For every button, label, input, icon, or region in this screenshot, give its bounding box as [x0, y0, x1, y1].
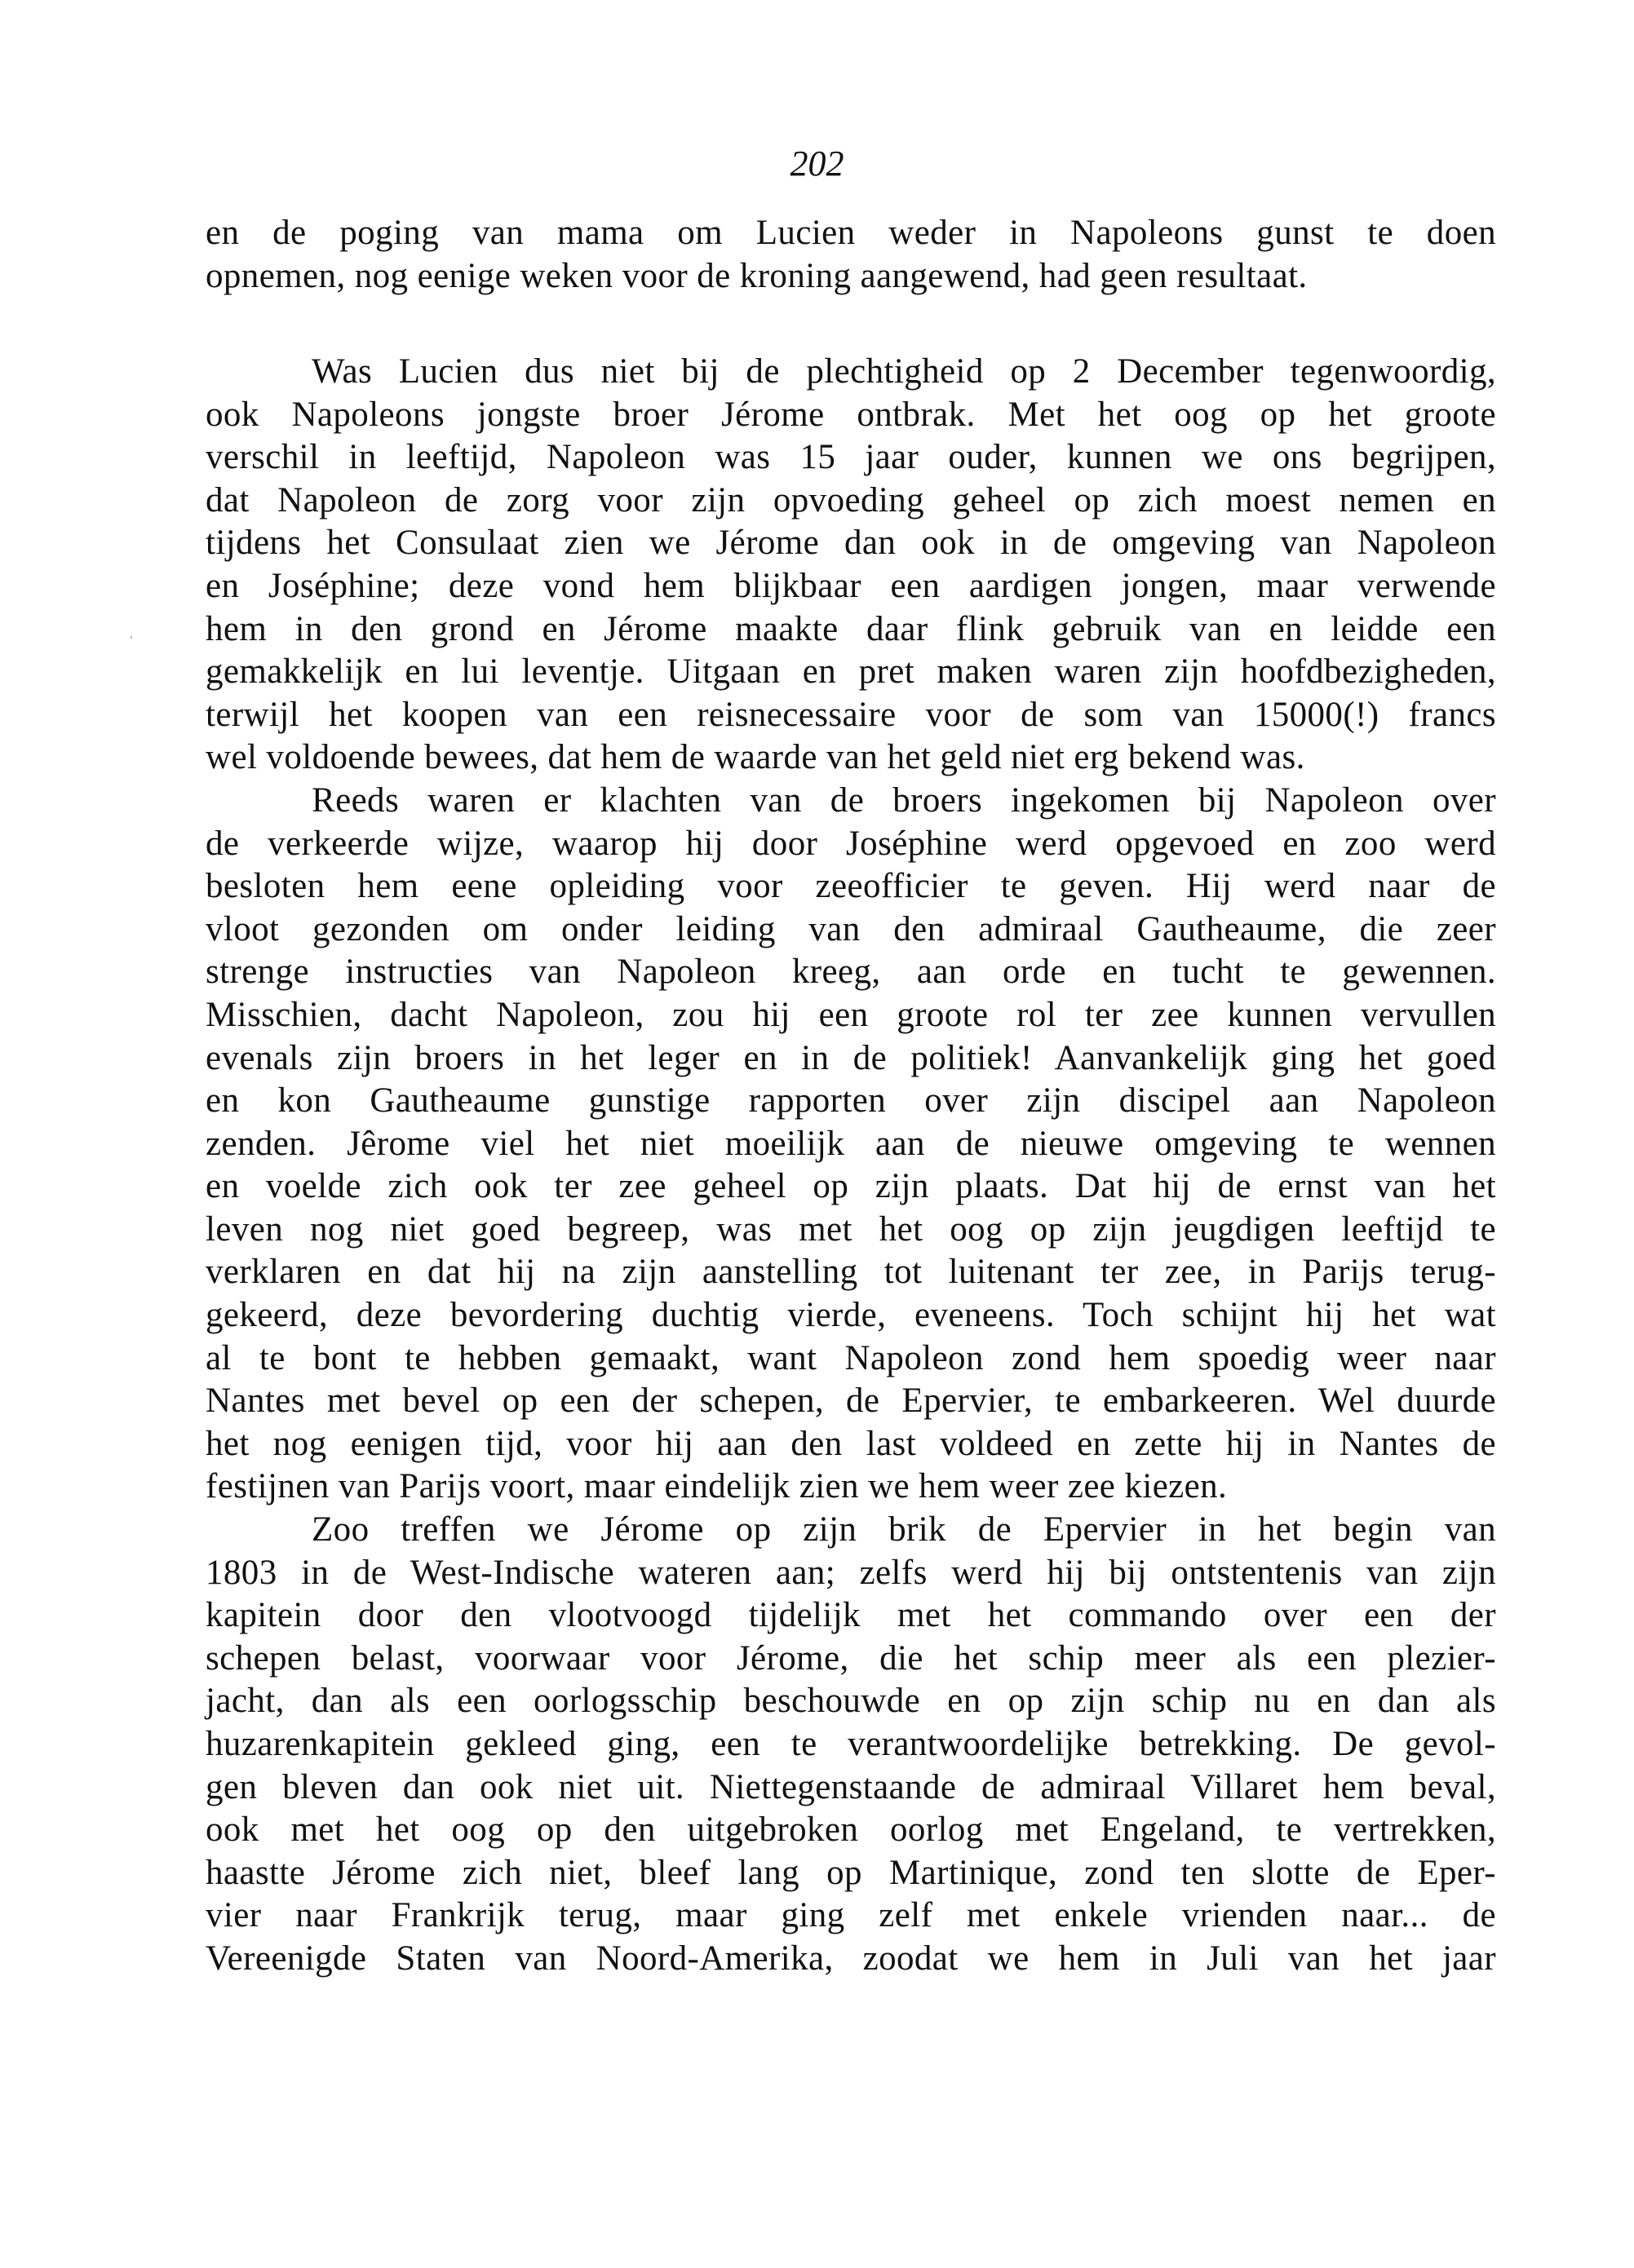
text-line: dat Napoleon de zorg voor zijn opvoeding geheel op zich moest nemen en — [206, 480, 1496, 519]
text-line: hem in den grond en Jérome maakte daar flink gebruik van en leidde een — [206, 609, 1496, 648]
paragraph-3 — [206, 1509, 1496, 1981]
text-line: strenge instructies van Napoleon kreeg, aan orde en tucht te gewennen. — [206, 953, 1496, 992]
text-line: tijdens het Consulaat zien we Jérome dan ook in de omgeving van Napoleon — [206, 524, 1496, 563]
margin-speck — [131, 636, 132, 639]
text-line: besloten hem eene opleiding voor zeeofficier te geven. Hij werd naar de — [206, 867, 1496, 906]
page-number: 202 — [790, 144, 844, 183]
text-line: gekeerd, deze bevordering duchtig vierde, eveneens. Toch schijnt hij het wat — [206, 1296, 1496, 1335]
text-line: ook Napoleons jongste broer Jérome ontbrak. Met het oog op het groote — [206, 395, 1496, 434]
text-line: zenden. Jêrome viel het niet moeilijk aan de nieuwe omgeving te wennen — [206, 1124, 1496, 1163]
text-line: verklaren en dat hij na zijn aanstelling tot luitenant ter zee, in Parijs terug- — [206, 1253, 1496, 1292]
text-line: vloot gezonden om onder leiding van den admiraal Gautheaume, die zeer — [206, 909, 1496, 948]
text-line: opnemen, nog eenige weken voor de kroning aangewend, had geen resultaat. — [206, 256, 1308, 295]
paragraph-1 — [206, 351, 1496, 780]
body-text — [206, 351, 1496, 1981]
text-line: gen bleven dan ook niet uit. Niettegenstaande de admiraal Villaret hem beval, — [206, 1767, 1496, 1806]
text-line: jacht, dan als een oorlogsschip beschouwde en op zijn schip nu en dan als — [206, 1682, 1496, 1721]
text-line: kapitein door den vlootvoogd tijdelijk met het commando over een der — [206, 1596, 1496, 1635]
text-line: vier naar Frankrijk terug, maar ging zelf met enkele vrienden naar... de — [206, 1896, 1496, 1935]
text-line: Zoo treffen we Jérome op zijn brik de Epervier in het begin van — [312, 1510, 1496, 1550]
text-line: ook met het oog op den uitgebroken oorlog met Engeland, te vertrekken, — [206, 1810, 1496, 1850]
text-line: en de poging van mama om Lucien weder in Napoleons gunst te doen — [206, 214, 1496, 252]
text-line: leven nog niet goed begreep, was met het oog op zijn jeugdigen leeftijd te — [206, 1209, 1496, 1249]
text-line: Was Lucien dus niet bij de plechtigheid op 2 December tegenwoordig, — [312, 352, 1496, 391]
text-line: het nog eenigen tijd, voor hij aan den last voldeed en zette hij in Nantes de — [206, 1424, 1496, 1463]
text-line: verschil in leeftijd, Napoleon was 15 jaar ouder, kunnen we ons begrijpen, — [206, 438, 1496, 477]
text-line: schepen belast, voorwaar voor Jérome, die het schip meer als een plezier- — [206, 1638, 1496, 1678]
text-line: haastte Jérome zich niet, bleef lang op Martinique, zond ten slotte de Eper- — [206, 1853, 1496, 1892]
text-line: en voelde zich ook ter zee geheel op zijn plaats. Dat hij de ernst van het — [206, 1167, 1496, 1206]
paragraph-2 — [206, 780, 1496, 1509]
text-line: huzarenkapitein gekleed ging, een te verantwoordelijke betrekking. De gevol- — [206, 1725, 1496, 1763]
text-line: Reeds waren er klachten van de broers ingekomen bij Napoleon over — [312, 780, 1496, 820]
text-line: de verkeerde wijze, waarop hij door Joséphine werd opgevoed en zoo werd — [206, 824, 1496, 863]
text-line: Nantes met bevel op een der schepen, de Epervier, te embarkeeren. Wel duurde — [206, 1382, 1496, 1421]
continuation-paragraph — [206, 212, 1496, 298]
text-line: en Joséphine; deze vond hem blijkbaar een aardigen jongen, maar verwende — [206, 566, 1496, 605]
text-line: terwijl het koopen van een reisnecessaire voor de som van 15000(!) francs — [206, 695, 1496, 734]
text-line: Vereenigde Staten van Noord-Amerika, zoodat we hem in Juli van het jaar — [206, 1939, 1496, 1978]
text-line: al te bont te hebben gemaakt, want Napoleon zond hem spoedig weer naar — [206, 1338, 1496, 1377]
text-line: en kon Gautheaume gunstige rapporten over zijn discipel aan Napoleon — [206, 1081, 1496, 1121]
text-line: wel voldoende bewees, dat hem de waarde van het geld niet erg bekend was. — [206, 738, 1305, 777]
text-line: Misschien, dacht Napoleon, zou hij een groote rol ter zee kunnen vervullen — [206, 995, 1496, 1034]
text-line: festijnen van Parijs voort, maar eindelijk zien we hem weer zee kiezen. — [206, 1467, 1228, 1506]
text-line: 1803 in de West-Indische wateren aan; zelfs werd hij bij ontstentenis van zijn — [206, 1553, 1496, 1592]
text-line: gemakkelijk en lui leventje. Uitgaan en pret maken waren zijn hoofdbezigheden, — [206, 652, 1496, 692]
text-line: evenals zijn broers in het leger en in de politiek! Aanvankelijk ging het goed — [206, 1038, 1496, 1077]
